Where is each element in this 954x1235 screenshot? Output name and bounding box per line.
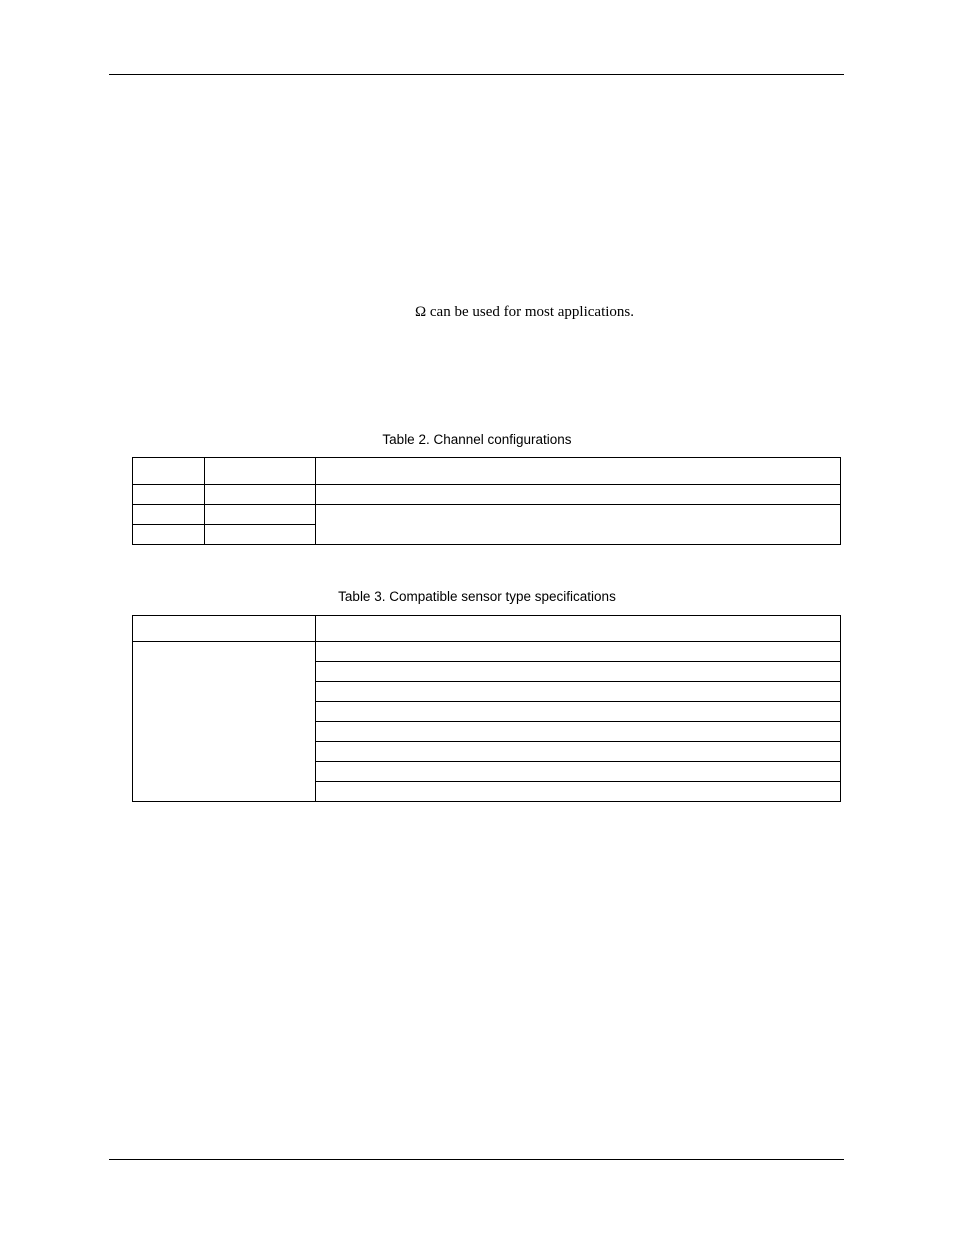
table-cell: [133, 505, 205, 525]
compatible-sensor-table: [132, 615, 841, 802]
table-cell: [133, 642, 316, 802]
table-cell: [205, 485, 316, 505]
channel-configurations-table: [132, 457, 841, 545]
table-cell: [316, 662, 841, 682]
table-cell: [133, 485, 205, 505]
table-3-caption: Table 3. Compatible sensor type specifications: [338, 589, 616, 604]
table-header-row: [133, 458, 841, 485]
table-cell: [316, 505, 841, 545]
table-cell: [316, 742, 841, 762]
header-rule: [109, 74, 844, 75]
table-cell: [133, 616, 316, 642]
table-cell: [205, 525, 316, 545]
footer-rule: [109, 1159, 844, 1160]
table-cell: [316, 682, 841, 702]
table-cell: [316, 782, 841, 802]
table-cell: [316, 458, 841, 485]
table-header-row: [133, 616, 841, 642]
table-row: [133, 485, 841, 505]
table-cell: [316, 485, 841, 505]
body-paragraph: Ω can be used for most applications.: [415, 304, 635, 320]
table-row: [133, 505, 841, 525]
table-row: [133, 642, 841, 662]
table-cell: [316, 616, 841, 642]
table-cell: [316, 722, 841, 742]
table-cell: [316, 642, 841, 662]
table-cell: [133, 525, 205, 545]
table-cell: [205, 505, 316, 525]
table-cell: [316, 762, 841, 782]
table-cell: [133, 458, 205, 485]
table-2-caption: Table 2. Channel configurations: [382, 432, 572, 447]
table-cell: [205, 458, 316, 485]
table-cell: [316, 702, 841, 722]
